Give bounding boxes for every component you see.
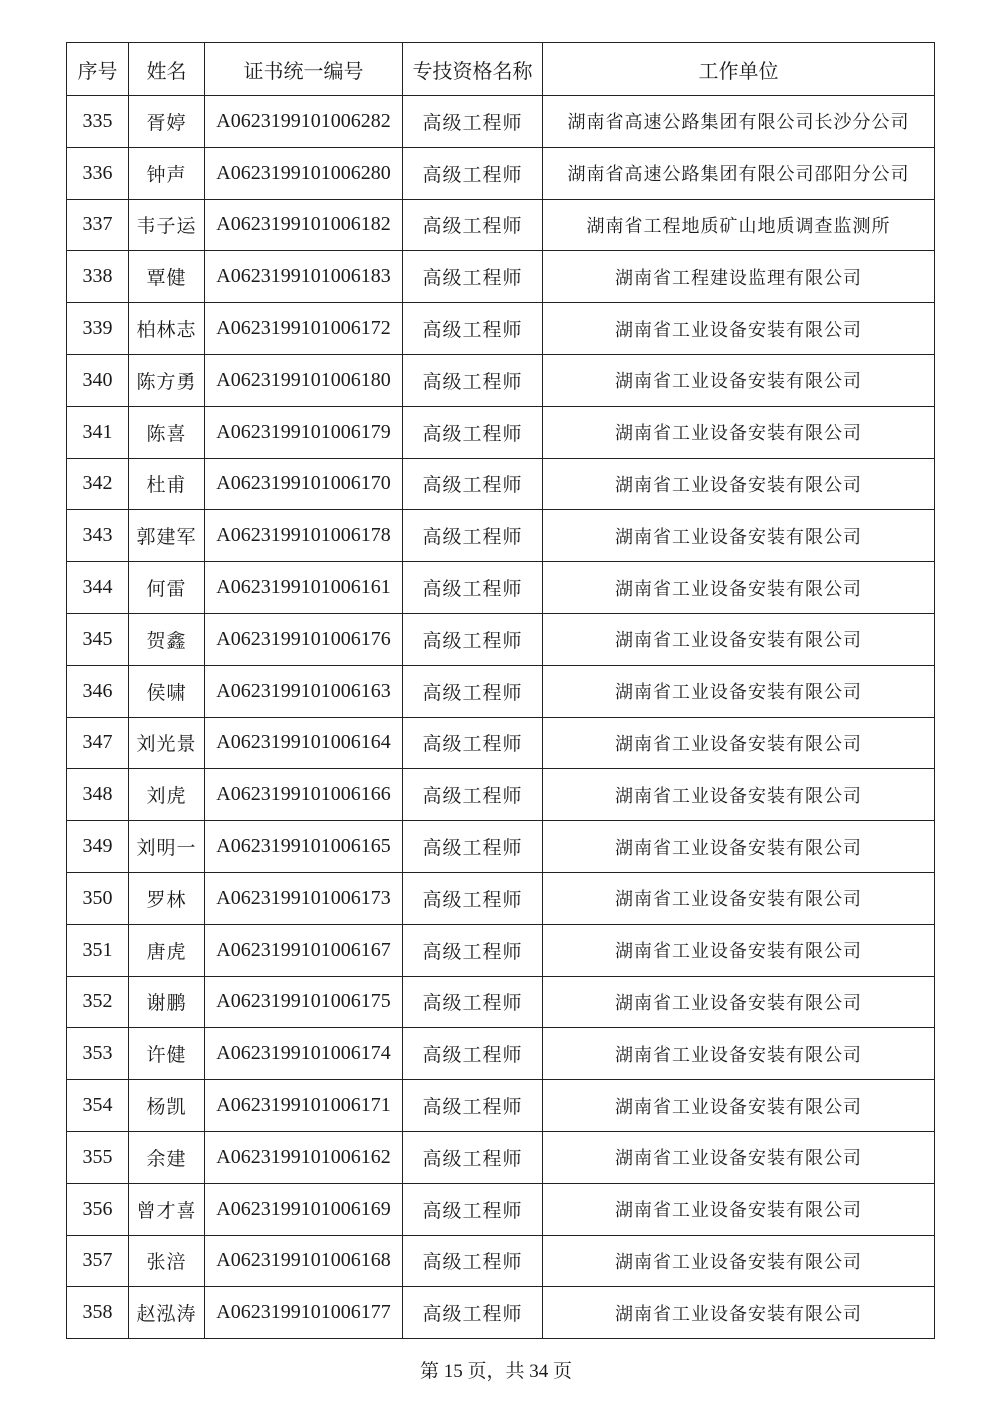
table-header-row [67,43,935,96]
cell-name: 钟声 [129,147,205,199]
cell-name: 赵泓涛 [129,1287,205,1339]
cell-unit: 湖南省工业设备安装有限公司 [543,665,935,717]
cell-title: 高级工程师 [403,354,543,406]
cell-seq: 354 [67,1080,129,1132]
cell-seq: 342 [67,458,129,510]
cell-unit: 湖南省工业设备安装有限公司 [543,1080,935,1132]
cell-seq: 349 [67,821,129,873]
cell-seq: 351 [67,924,129,976]
cell-cert: A0623199101006174 [205,1028,403,1080]
cell-unit: 湖南省工业设备安装有限公司 [543,458,935,510]
cell-cert: A0623199101006161 [205,562,403,614]
page-footer: 第 15 页，共 34 页 [419,1361,572,1382]
table-row [67,665,935,717]
cell-cert: A0623199101006171 [205,1080,403,1132]
cell-seq: 355 [67,1131,129,1183]
cell-cert: A0623199101006163 [205,665,403,717]
cell-title: 高级工程师 [403,147,543,199]
table-row [67,717,935,769]
cell-title: 高级工程师 [403,510,543,562]
table-row [67,613,935,665]
header-title: 专技资格名称 [403,43,543,96]
cell-title: 高级工程师 [403,1080,543,1132]
cell-name: 陈方勇 [129,354,205,406]
cell-title: 高级工程师 [403,1183,543,1235]
table-row [67,562,935,614]
cell-title: 高级工程师 [403,303,543,355]
cell-name: 张涪 [129,1235,205,1287]
header-unit: 工作单位 [543,43,935,96]
cell-name: 许健 [129,1028,205,1080]
cell-title: 高级工程师 [403,406,543,458]
cell-cert: A0623199101006175 [205,976,403,1028]
cell-name: 贺鑫 [129,613,205,665]
table-row [67,1183,935,1235]
table-row [67,1131,935,1183]
cell-cert: A0623199101006280 [205,147,403,199]
cell-name: 柏林志 [129,303,205,355]
cell-name: 陈喜 [129,406,205,458]
cell-cert: A0623199101006166 [205,769,403,821]
cell-seq: 356 [67,1183,129,1235]
cell-unit: 湖南省工业设备安装有限公司 [543,924,935,976]
cell-seq: 338 [67,251,129,303]
cell-seq: 343 [67,510,129,562]
cell-cert: A0623199101006165 [205,821,403,873]
cell-title: 高级工程师 [403,613,543,665]
cell-unit: 湖南省工业设备安装有限公司 [543,1028,935,1080]
roster-table-wrapper [66,42,934,1339]
cell-cert: A0623199101006164 [205,717,403,769]
cell-seq: 340 [67,354,129,406]
cell-name: 胥婷 [129,96,205,148]
table-row [67,769,935,821]
cell-cert: A0623199101006173 [205,872,403,924]
cell-unit: 湖南省工业设备安装有限公司 [543,354,935,406]
cell-name: 曾才喜 [129,1183,205,1235]
cell-unit: 湖南省工业设备安装有限公司 [543,1235,935,1287]
cell-seq: 352 [67,976,129,1028]
cell-unit: 湖南省工业设备安装有限公司 [543,1183,935,1235]
cell-title: 高级工程师 [403,1131,543,1183]
table-row [67,1080,935,1132]
cell-title: 高级工程师 [403,1235,543,1287]
cell-cert: A0623199101006183 [205,251,403,303]
table-row [67,199,935,251]
cell-name: 余建 [129,1131,205,1183]
cell-name: 杜甫 [129,458,205,510]
cell-unit: 湖南省工业设备安装有限公司 [543,303,935,355]
cell-unit: 湖南省高速公路集团有限公司邵阳分公司 [543,147,935,199]
cell-seq: 353 [67,1028,129,1080]
cell-cert: A0623199101006169 [205,1183,403,1235]
cell-cert: A0623199101006172 [205,303,403,355]
table-row [67,510,935,562]
table-row [67,303,935,355]
cell-cert: A0623199101006177 [205,1287,403,1339]
cell-title: 高级工程师 [403,872,543,924]
cell-cert: A0623199101006168 [205,1235,403,1287]
cell-seq: 336 [67,147,129,199]
table-row [67,406,935,458]
cell-unit: 湖南省工业设备安装有限公司 [543,562,935,614]
cell-seq: 344 [67,562,129,614]
cell-unit: 湖南省工业设备安装有限公司 [543,976,935,1028]
cell-name: 杨凯 [129,1080,205,1132]
cell-seq: 339 [67,303,129,355]
cell-unit: 湖南省工业设备安装有限公司 [543,1287,935,1339]
table-row [67,924,935,976]
header-seq: 序号 [67,43,129,96]
cell-cert: A0623199101006180 [205,354,403,406]
cell-unit: 湖南省工业设备安装有限公司 [543,406,935,458]
cell-cert: A0623199101006182 [205,199,403,251]
header-cert: 证书统一编号 [205,43,403,96]
cell-unit: 湖南省工业设备安装有限公司 [543,1131,935,1183]
cell-unit: 湖南省工程建设监理有限公司 [543,251,935,303]
cell-name: 罗林 [129,872,205,924]
cell-name: 唐虎 [129,924,205,976]
cell-name: 覃健 [129,251,205,303]
cell-name: 刘虎 [129,769,205,821]
cell-name: 刘光景 [129,717,205,769]
cell-name: 刘明一 [129,821,205,873]
cell-seq: 337 [67,199,129,251]
cell-title: 高级工程师 [403,924,543,976]
cell-title: 高级工程师 [403,976,543,1028]
cell-cert: A0623199101006282 [205,96,403,148]
table-row [67,1287,935,1339]
cell-name: 韦子运 [129,199,205,251]
table-body [67,96,935,1339]
table-row [67,1028,935,1080]
cell-name: 郭建军 [129,510,205,562]
cell-title: 高级工程师 [403,821,543,873]
cell-seq: 345 [67,613,129,665]
cell-title: 高级工程师 [403,1287,543,1339]
cell-unit: 湖南省工业设备安装有限公司 [543,872,935,924]
cell-seq: 347 [67,717,129,769]
roster-table [66,42,935,1339]
cell-unit: 湖南省工业设备安装有限公司 [543,613,935,665]
cell-name: 侯啸 [129,665,205,717]
cell-unit: 湖南省高速公路集团有限公司长沙分公司 [543,96,935,148]
cell-cert: A0623199101006176 [205,613,403,665]
table-row [67,251,935,303]
table-row [67,96,935,148]
table-row [67,354,935,406]
table-row [67,821,935,873]
cell-title: 高级工程师 [403,717,543,769]
cell-seq: 350 [67,872,129,924]
cell-unit: 湖南省工业设备安装有限公司 [543,821,935,873]
cell-cert: A0623199101006162 [205,1131,403,1183]
cell-title: 高级工程师 [403,96,543,148]
cell-title: 高级工程师 [403,1028,543,1080]
cell-cert: A0623199101006178 [205,510,403,562]
cell-title: 高级工程师 [403,769,543,821]
table-row [67,976,935,1028]
cell-seq: 335 [67,96,129,148]
cell-name: 何雷 [129,562,205,614]
cell-seq: 348 [67,769,129,821]
cell-seq: 358 [67,1287,129,1339]
cell-title: 高级工程师 [403,251,543,303]
cell-title: 高级工程师 [403,458,543,510]
cell-seq: 346 [67,665,129,717]
header-name: 姓名 [129,43,205,96]
cell-unit: 湖南省工程地质矿山地质调查监测所 [543,199,935,251]
cell-unit: 湖南省工业设备安装有限公司 [543,510,935,562]
table-row [67,1235,935,1287]
cell-title: 高级工程师 [403,562,543,614]
cell-title: 高级工程师 [403,199,543,251]
cell-cert: A0623199101006170 [205,458,403,510]
cell-unit: 湖南省工业设备安装有限公司 [543,717,935,769]
cell-name: 谢鹏 [129,976,205,1028]
cell-title: 高级工程师 [403,665,543,717]
cell-seq: 357 [67,1235,129,1287]
table-row [67,872,935,924]
table-row [67,458,935,510]
cell-unit: 湖南省工业设备安装有限公司 [543,769,935,821]
cell-cert: A0623199101006179 [205,406,403,458]
cell-cert: A0623199101006167 [205,924,403,976]
table-row [67,147,935,199]
cell-seq: 341 [67,406,129,458]
